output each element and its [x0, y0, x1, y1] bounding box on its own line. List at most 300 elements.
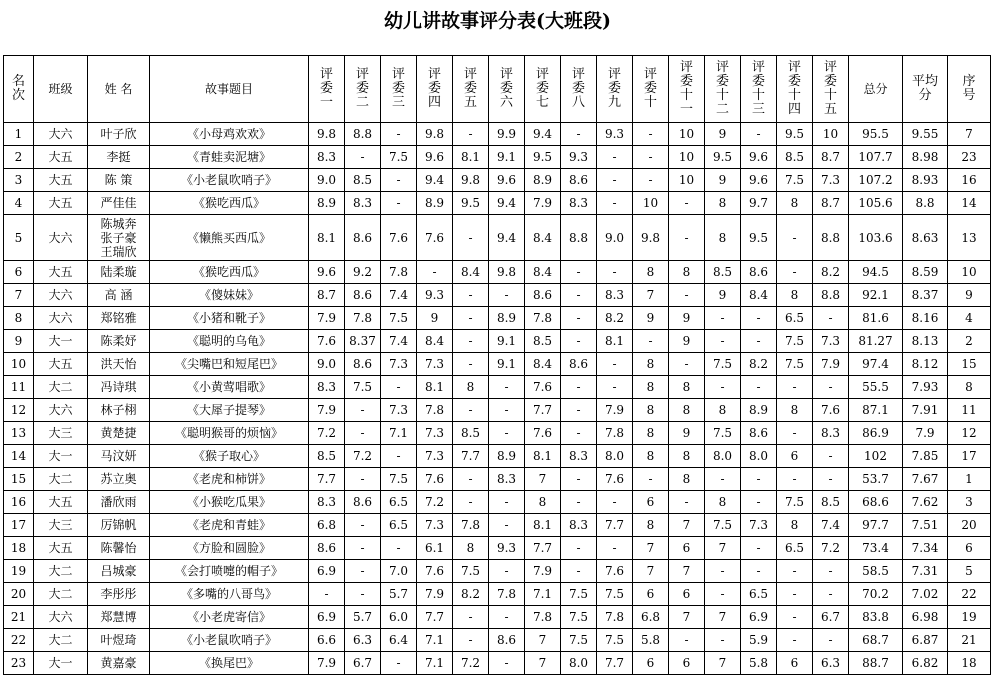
judge-score-cell: 8 [633, 353, 669, 376]
judge-score-cell: 7 [705, 537, 741, 560]
judge-score-cell: 8.9 [309, 192, 345, 215]
judge-score-cell: 6.4 [381, 629, 417, 652]
judge-score-cell: 8 [669, 261, 705, 284]
judge-score-cell: - [777, 376, 813, 399]
story-cell: 《老虎和柿饼》 [150, 468, 309, 491]
judge-score-cell: 7.1 [417, 629, 453, 652]
judge-score-cell: 7.5 [777, 330, 813, 353]
judge-score-cell: - [741, 491, 777, 514]
judge-score-cell: - [741, 537, 777, 560]
judge-score-cell: 8.5 [525, 330, 561, 353]
judge-score-cell: 7.7 [309, 468, 345, 491]
judge-score-cell: 8.3 [561, 445, 597, 468]
judge-score-cell: 7.6 [525, 376, 561, 399]
total-cell: 97.7 [849, 514, 903, 537]
judge-score-cell: 5.7 [345, 606, 381, 629]
header-judge-2: 评委二 [345, 56, 381, 123]
judge-score-cell: 9 [669, 330, 705, 353]
judge-score-cell: 8.6 [741, 422, 777, 445]
seq-cell: 8 [948, 376, 991, 399]
judge-score-cell: 7.9 [417, 583, 453, 606]
judge-score-cell: 7.1 [381, 422, 417, 445]
class-cell: 大五 [34, 261, 88, 284]
avg-cell: 7.62 [903, 491, 948, 514]
judge-score-cell: 8.5 [813, 491, 849, 514]
story-cell: 《猴吃西瓜》 [150, 192, 309, 215]
table-row [4, 560, 991, 583]
judge-score-cell: 8.1 [453, 146, 489, 169]
seq-cell: 23 [948, 146, 991, 169]
judge-score-cell: - [741, 468, 777, 491]
story-cell: 《小老鼠吹哨子》 [150, 629, 309, 652]
seq-cell: 1 [948, 468, 991, 491]
judge-score-cell: 9 [633, 307, 669, 330]
judge-score-cell: - [669, 284, 705, 307]
judge-score-cell: - [741, 376, 777, 399]
judge-score-cell: - [489, 422, 525, 445]
story-cell: 《青蛙卖泥塘》 [150, 146, 309, 169]
judge-score-cell: 9.6 [309, 261, 345, 284]
judge-score-cell: 5.9 [741, 629, 777, 652]
avg-cell: 7.02 [903, 583, 948, 606]
judge-score-cell: - [705, 376, 741, 399]
judge-score-cell: - [489, 399, 525, 422]
story-cell: 《尖嘴巴和短尾巴》 [150, 353, 309, 376]
rank-cell: 14 [4, 445, 34, 468]
judge-score-cell: 9.5 [525, 146, 561, 169]
header-judge-1: 评委一 [309, 56, 345, 123]
avg-cell: 8.8 [903, 192, 948, 215]
judge-score-cell: - [705, 330, 741, 353]
judge-score-cell: 6 [633, 652, 669, 675]
rank-cell: 8 [4, 307, 34, 330]
judge-score-cell: 9 [669, 422, 705, 445]
avg-cell: 7.31 [903, 560, 948, 583]
judge-score-cell: 8.1 [309, 215, 345, 261]
judge-score-cell: - [705, 307, 741, 330]
story-cell: 《大犀子提琴》 [150, 399, 309, 422]
table-row [4, 491, 991, 514]
judge-score-cell: 7.3 [417, 422, 453, 445]
name-cell: 陆柔璇 [88, 261, 150, 284]
judge-score-cell: 7.5 [345, 376, 381, 399]
judge-score-cell: 8.6 [741, 261, 777, 284]
judge-score-cell: - [561, 491, 597, 514]
judge-score-cell: 7.9 [525, 560, 561, 583]
rank-cell: 23 [4, 652, 34, 675]
judge-score-cell: 7 [525, 629, 561, 652]
judge-score-cell: 6.7 [345, 652, 381, 675]
story-cell: 《多嘴的八哥鸟》 [150, 583, 309, 606]
name-cell: 冯诗琪 [88, 376, 150, 399]
judge-score-cell: - [489, 606, 525, 629]
story-cell: 《聪明猴哥的烦恼》 [150, 422, 309, 445]
avg-cell: 8.59 [903, 261, 948, 284]
judge-score-cell: 9.0 [309, 353, 345, 376]
class-cell: 大五 [34, 169, 88, 192]
story-cell: 《聪明的乌龟》 [150, 330, 309, 353]
class-cell: 大六 [34, 215, 88, 261]
score-table [3, 55, 991, 675]
rank-cell: 9 [4, 330, 34, 353]
name-cell: 李彤彤 [88, 583, 150, 606]
judge-score-cell: - [561, 399, 597, 422]
header-judge-10: 评委十 [633, 56, 669, 123]
judge-score-cell: 8 [669, 445, 705, 468]
judge-score-cell: - [705, 583, 741, 606]
judge-score-cell: 7.5 [777, 491, 813, 514]
avg-cell: 8.12 [903, 353, 948, 376]
judge-score-cell: - [489, 652, 525, 675]
total-cell: 86.9 [849, 422, 903, 445]
total-cell: 73.4 [849, 537, 903, 560]
seq-cell: 19 [948, 606, 991, 629]
judge-score-cell: 9.5 [453, 192, 489, 215]
judge-score-cell: - [597, 491, 633, 514]
header-avg: 平均分 [903, 56, 948, 123]
judge-score-cell: 7.6 [597, 468, 633, 491]
class-cell: 大六 [34, 123, 88, 146]
avg-cell: 8.13 [903, 330, 948, 353]
name-cell: 郑慧博 [88, 606, 150, 629]
judge-score-cell: 8 [453, 376, 489, 399]
judge-score-cell: 8.9 [417, 192, 453, 215]
judge-score-cell: 8.7 [309, 284, 345, 307]
judge-score-cell: - [669, 629, 705, 652]
judge-score-cell: 7.5 [453, 560, 489, 583]
judge-score-cell: 9.8 [309, 123, 345, 146]
judge-score-cell: - [669, 215, 705, 261]
judge-score-cell: 7.9 [597, 399, 633, 422]
judge-score-cell: 7.3 [417, 445, 453, 468]
class-cell: 大二 [34, 560, 88, 583]
judge-score-cell: - [705, 468, 741, 491]
seq-cell: 7 [948, 123, 991, 146]
name-cell: 李挺 [88, 146, 150, 169]
judge-score-cell: - [345, 146, 381, 169]
judge-score-cell: 7.5 [705, 422, 741, 445]
header-name: 姓 名 [88, 56, 150, 123]
avg-cell: 7.51 [903, 514, 948, 537]
total-cell: 55.5 [849, 376, 903, 399]
judge-score-cell: 7.4 [813, 514, 849, 537]
story-cell: 《小老虎寄信》 [150, 606, 309, 629]
total-cell: 103.6 [849, 215, 903, 261]
rank-cell: 21 [4, 606, 34, 629]
judge-score-cell: 7 [525, 468, 561, 491]
judge-score-cell: 9.5 [741, 215, 777, 261]
judge-score-cell: 9 [669, 307, 705, 330]
rank-cell: 10 [4, 353, 34, 376]
table-row [4, 330, 991, 353]
judge-score-cell: 6.3 [813, 652, 849, 675]
judge-score-cell: 7.5 [381, 307, 417, 330]
header-class: 班级 [34, 56, 88, 123]
judge-score-cell: 8.8 [813, 284, 849, 307]
table-row [4, 445, 991, 468]
class-cell: 大五 [34, 192, 88, 215]
table-row [4, 307, 991, 330]
judge-score-cell: 8 [705, 215, 741, 261]
header-judge-14: 评委十四 [777, 56, 813, 123]
seq-cell: 11 [948, 399, 991, 422]
judge-score-cell: - [561, 376, 597, 399]
judge-score-cell: 8.3 [309, 491, 345, 514]
judge-score-cell: 9.3 [417, 284, 453, 307]
judge-score-cell: - [345, 514, 381, 537]
judge-score-cell: 8.6 [561, 169, 597, 192]
name-cell: 严佳佳 [88, 192, 150, 215]
judge-score-cell: 9.8 [453, 169, 489, 192]
judge-score-cell: 8 [705, 491, 741, 514]
avg-cell: 7.9 [903, 422, 948, 445]
judge-score-cell: - [705, 629, 741, 652]
judge-score-cell: - [813, 307, 849, 330]
header-judge-15: 评委十五 [813, 56, 849, 123]
judge-score-cell: - [669, 353, 705, 376]
judge-score-cell: - [381, 192, 417, 215]
judge-score-cell: - [813, 376, 849, 399]
table-row [4, 422, 991, 445]
judge-score-cell: 7.3 [381, 353, 417, 376]
class-cell: 大二 [34, 468, 88, 491]
judge-score-cell: 8 [705, 399, 741, 422]
judge-score-cell: 8.0 [561, 652, 597, 675]
judge-score-cell: 9.6 [417, 146, 453, 169]
judge-score-cell: 7.5 [597, 629, 633, 652]
judge-score-cell: 7.6 [525, 422, 561, 445]
avg-cell: 9.55 [903, 123, 948, 146]
rank-cell: 18 [4, 537, 34, 560]
judge-score-cell: - [741, 560, 777, 583]
story-cell: 《懒熊买西瓜》 [150, 215, 309, 261]
judge-score-cell: 7.5 [597, 583, 633, 606]
judge-score-cell: - [597, 146, 633, 169]
seq-cell: 5 [948, 560, 991, 583]
judge-score-cell: 8.4 [525, 261, 561, 284]
judge-score-cell: - [813, 629, 849, 652]
story-cell: 《猴子取心》 [150, 445, 309, 468]
judge-score-cell: - [489, 491, 525, 514]
judge-score-cell: - [561, 284, 597, 307]
judge-score-cell: - [381, 123, 417, 146]
judge-score-cell: 8.5 [453, 422, 489, 445]
judge-score-cell: - [597, 192, 633, 215]
seq-cell: 20 [948, 514, 991, 537]
table-row [4, 468, 991, 491]
judge-score-cell: 7.5 [561, 629, 597, 652]
judge-score-cell: 10 [633, 192, 669, 215]
header-judge-6: 评委六 [489, 56, 525, 123]
seq-cell: 18 [948, 652, 991, 675]
header-judge-11: 评委十一 [669, 56, 705, 123]
judge-score-cell: 7 [633, 284, 669, 307]
judge-score-cell: 8.6 [345, 353, 381, 376]
class-cell: 大三 [34, 422, 88, 445]
judge-score-cell: - [777, 215, 813, 261]
name-cell: 叶煜琦 [88, 629, 150, 652]
judge-score-cell: 6.5 [777, 537, 813, 560]
judge-score-cell: 7.8 [525, 606, 561, 629]
story-cell: 《小猪和靴子》 [150, 307, 309, 330]
judge-score-cell: 8.7 [813, 146, 849, 169]
class-cell: 大五 [34, 146, 88, 169]
judge-score-cell: 8.9 [741, 399, 777, 422]
judge-score-cell: 7.3 [741, 514, 777, 537]
judge-score-cell: 7.8 [417, 399, 453, 422]
rank-cell: 15 [4, 468, 34, 491]
seq-cell: 16 [948, 169, 991, 192]
judge-score-cell: - [633, 468, 669, 491]
table-row [4, 537, 991, 560]
judge-score-cell: - [453, 215, 489, 261]
name-cell: 陈柔妤 [88, 330, 150, 353]
judge-score-cell: 7.5 [777, 169, 813, 192]
judge-score-cell: 8.2 [741, 353, 777, 376]
header-story: 故事题目 [150, 56, 309, 123]
judge-score-cell: 8.37 [345, 330, 381, 353]
judge-score-cell: 7 [705, 606, 741, 629]
table-row [4, 146, 991, 169]
avg-cell: 7.85 [903, 445, 948, 468]
story-cell: 《换尾巴》 [150, 652, 309, 675]
judge-score-cell: 7.6 [309, 330, 345, 353]
name-cell: 吕城豪 [88, 560, 150, 583]
avg-cell: 8.37 [903, 284, 948, 307]
judge-score-cell: - [489, 514, 525, 537]
judge-score-cell: 9 [705, 123, 741, 146]
avg-cell: 7.91 [903, 399, 948, 422]
judge-score-cell: 8 [777, 399, 813, 422]
judge-score-cell: 7.3 [381, 399, 417, 422]
class-cell: 大五 [34, 491, 88, 514]
judge-score-cell: 7.7 [597, 514, 633, 537]
avg-cell: 6.87 [903, 629, 948, 652]
table-row [4, 192, 991, 215]
judge-score-cell: - [381, 652, 417, 675]
judge-score-cell: - [777, 468, 813, 491]
rank-cell: 13 [4, 422, 34, 445]
judge-score-cell: 8.9 [489, 445, 525, 468]
total-cell: 83.8 [849, 606, 903, 629]
rank-cell: 1 [4, 123, 34, 146]
judge-score-cell: 6 [777, 652, 813, 675]
seq-cell: 4 [948, 307, 991, 330]
judge-score-cell: - [489, 284, 525, 307]
class-cell: 大三 [34, 514, 88, 537]
name-cell: 厉锦帆 [88, 514, 150, 537]
judge-score-cell: 7.5 [705, 514, 741, 537]
class-cell: 大二 [34, 629, 88, 652]
judge-score-cell: - [777, 629, 813, 652]
avg-cell: 7.67 [903, 468, 948, 491]
judge-score-cell: - [597, 353, 633, 376]
total-cell: 94.5 [849, 261, 903, 284]
total-cell: 102 [849, 445, 903, 468]
avg-cell: 6.98 [903, 606, 948, 629]
judge-score-cell: 7.8 [381, 261, 417, 284]
table-row [4, 583, 991, 606]
seq-cell: 17 [948, 445, 991, 468]
total-cell: 88.7 [849, 652, 903, 675]
judge-score-cell: 7.2 [345, 445, 381, 468]
header-judge-5: 评委五 [453, 56, 489, 123]
header-judge-13: 评委十三 [741, 56, 777, 123]
judge-score-cell: 9.4 [489, 192, 525, 215]
judge-score-cell: 7.7 [453, 445, 489, 468]
judge-score-cell: 8.1 [597, 330, 633, 353]
judge-score-cell: 7.5 [561, 583, 597, 606]
avg-cell: 8.63 [903, 215, 948, 261]
judge-score-cell: 7.9 [309, 399, 345, 422]
judge-score-cell: 7 [525, 652, 561, 675]
seq-cell: 10 [948, 261, 991, 284]
judge-score-cell: 9.3 [597, 123, 633, 146]
table-row [4, 123, 991, 146]
header-judge-4: 评委四 [417, 56, 453, 123]
name-cell: 苏立奥 [88, 468, 150, 491]
class-cell: 大二 [34, 583, 88, 606]
judge-score-cell: 8.3 [597, 284, 633, 307]
judge-score-cell: 8 [633, 514, 669, 537]
table-row [4, 353, 991, 376]
judge-score-cell: 7.8 [489, 583, 525, 606]
seq-cell: 2 [948, 330, 991, 353]
judge-score-cell: 9.6 [741, 146, 777, 169]
class-cell: 大六 [34, 284, 88, 307]
judge-score-cell: - [597, 261, 633, 284]
judge-score-cell: 7.7 [597, 652, 633, 675]
judge-score-cell: 7.3 [813, 169, 849, 192]
judge-score-cell: 8.3 [561, 192, 597, 215]
judge-score-cell: 7 [705, 652, 741, 675]
judge-score-cell: 7 [669, 560, 705, 583]
judge-score-cell: - [345, 583, 381, 606]
judge-score-cell: 7.9 [813, 353, 849, 376]
judge-score-cell: 7.7 [417, 606, 453, 629]
judge-score-cell: 8.5 [777, 146, 813, 169]
table-row [4, 399, 991, 422]
judge-score-cell: 8.3 [489, 468, 525, 491]
judge-score-cell: 8.5 [345, 169, 381, 192]
judge-score-cell: 9.1 [489, 330, 525, 353]
judge-score-cell: - [381, 445, 417, 468]
judge-score-cell: - [741, 330, 777, 353]
judge-score-cell: 7.4 [381, 330, 417, 353]
rank-cell: 17 [4, 514, 34, 537]
judge-score-cell: 7.5 [381, 146, 417, 169]
judge-score-cell: - [453, 284, 489, 307]
judge-score-cell: 8.6 [489, 629, 525, 652]
total-cell: 58.5 [849, 560, 903, 583]
judge-score-cell: 8.6 [525, 284, 561, 307]
story-cell: 《猴吃西瓜》 [150, 261, 309, 284]
story-cell: 《小母鸡欢欢》 [150, 123, 309, 146]
class-cell: 大五 [34, 537, 88, 560]
table-row [4, 261, 991, 284]
rank-cell: 3 [4, 169, 34, 192]
judge-score-cell: 6.5 [381, 514, 417, 537]
total-cell: 105.6 [849, 192, 903, 215]
judge-score-cell: - [777, 560, 813, 583]
header-judge-9: 评委九 [597, 56, 633, 123]
judge-score-cell: - [453, 491, 489, 514]
judge-score-cell: - [381, 537, 417, 560]
rank-cell: 7 [4, 284, 34, 307]
judge-score-cell: 6.3 [345, 629, 381, 652]
judge-score-cell: - [489, 560, 525, 583]
judge-score-cell: - [453, 606, 489, 629]
